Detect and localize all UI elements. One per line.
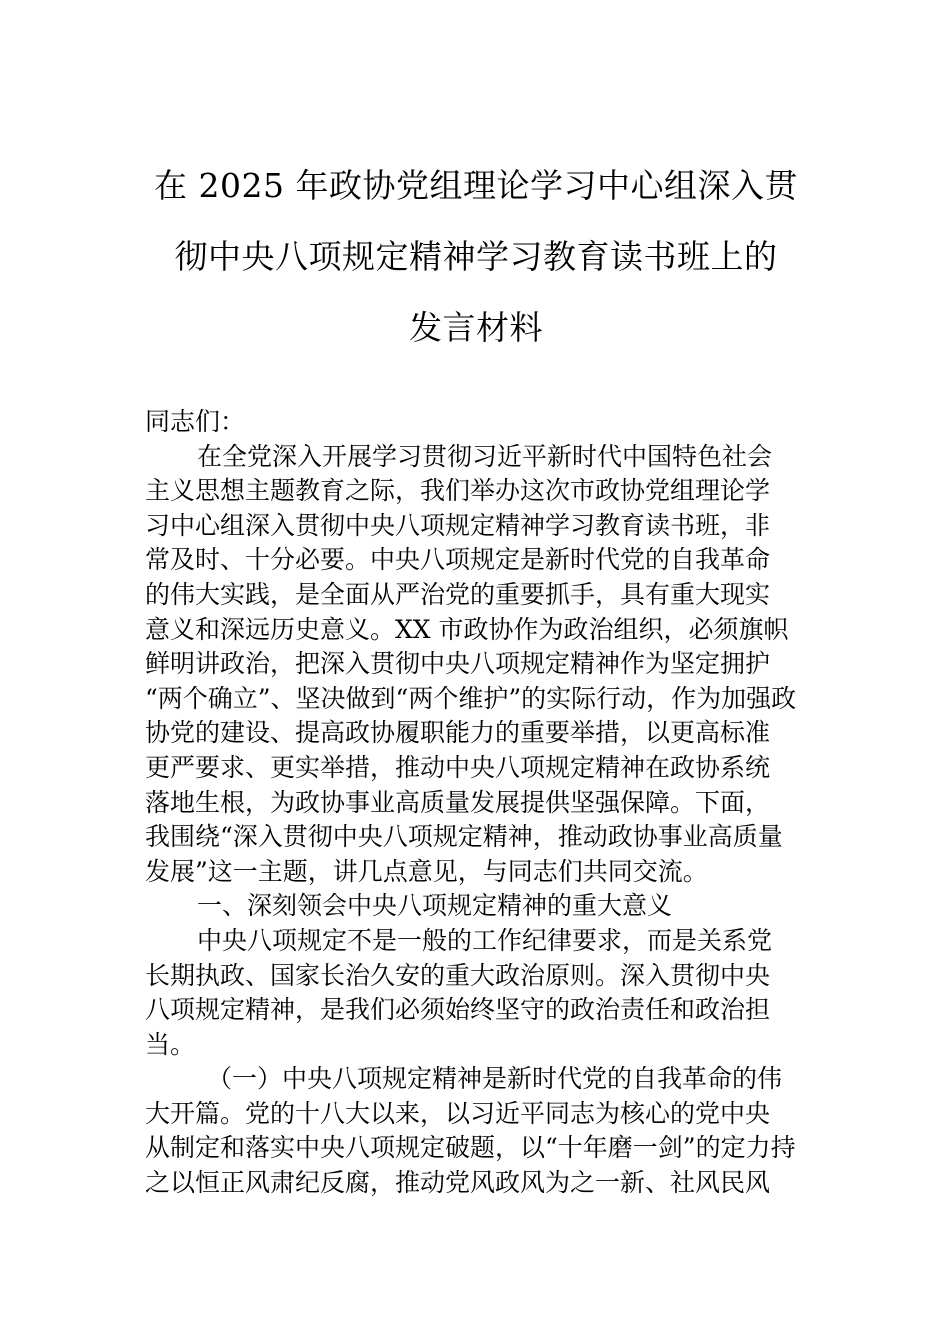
paragraph-line: 主义思想主题教育之际，我们举办这次市政协党组理论学 — [145, 476, 771, 506]
document-body — [145, 405, 807, 1201]
document-title — [145, 150, 807, 363]
paragraph-line: 协党的建设、提高政协履职能力的重要举措，以更高标准 — [145, 718, 771, 748]
paragraph-line: 中央八项规定不是一般的工作纪律要求，而是关系党 — [197, 925, 773, 955]
paragraph-line: 之以恒正风肃纪反腐，推动党风政风为之一新、社风民风 — [145, 1168, 771, 1198]
paragraph-intro — [145, 440, 807, 890]
document-page — [145, 150, 807, 1201]
section-heading: 一、深刻领会中央八项规定精神的重大意义 — [197, 891, 673, 921]
title-line: 发言材料 — [409, 308, 543, 347]
paragraph-line: 我围绕“深入贯彻中央八项规定精神，推动政协事业高质量 — [145, 822, 783, 852]
paragraph-line: “两个确立”、坚决做到“两个维护”的实际行动，作为加强政 — [145, 683, 797, 713]
salutation: 同志们： — [145, 407, 246, 436]
paragraph-line: 常及时、十分必要。中央八项规定是新时代党的自我革命 — [145, 545, 771, 575]
paragraph-line: 长期执政、国家长治久安的重大政治原则。深入贯彻中央 — [145, 960, 771, 990]
paragraph-line: 八项规定精神，是我们必须始终坚守的政治责任和政治担 — [145, 995, 771, 1025]
paragraph-line: 在全党深入开展学习贯彻习近平新时代中国特色社会 — [197, 441, 773, 471]
paragraph-line: （一）中央八项规定精神是新时代党的自我革命的伟 — [207, 1064, 783, 1094]
paragraph-section1 — [145, 924, 807, 1062]
paragraph-line: 更严要求、更实举措，推动中央八项规定精神在政协系统 — [145, 752, 771, 782]
paragraph-subsection1 — [145, 1062, 807, 1200]
paragraph-line: 从制定和落实中央八项规定破题，以“十年磨一剑”的定力持 — [145, 1133, 796, 1163]
title-line: 在 2025 年政协党组理论学习中心组深入贯 — [154, 166, 798, 205]
paragraph-line: 落地生根，为政协事业高质量发展提供坚强保障。下面， — [145, 787, 771, 817]
paragraph-line: 大开篇。党的十八大以来，以习近平同志为核心的党中央 — [145, 1098, 771, 1128]
paragraph-line: 鲜明讲政治，把深入贯彻中央八项规定精神作为坚定拥护 — [145, 649, 771, 679]
paragraph-line: 的伟大实践，是全面从严治党的重要抓手，具有重大现实 — [145, 579, 771, 609]
paragraph-line: 发展”这一主题，讲几点意见，与同志们共同交流。 — [145, 856, 708, 886]
title-line: 彻中央八项规定精神学习教育读书班上的 — [174, 237, 778, 276]
paragraph-line: 习中心组深入贯彻中央八项规定精神学习教育读书班，非 — [145, 510, 771, 540]
paragraph-line: 意义和深远历史意义。XX 市政协作为政治组织，必须旗帜 — [145, 614, 789, 644]
paragraph-line: 当。 — [145, 1029, 196, 1059]
